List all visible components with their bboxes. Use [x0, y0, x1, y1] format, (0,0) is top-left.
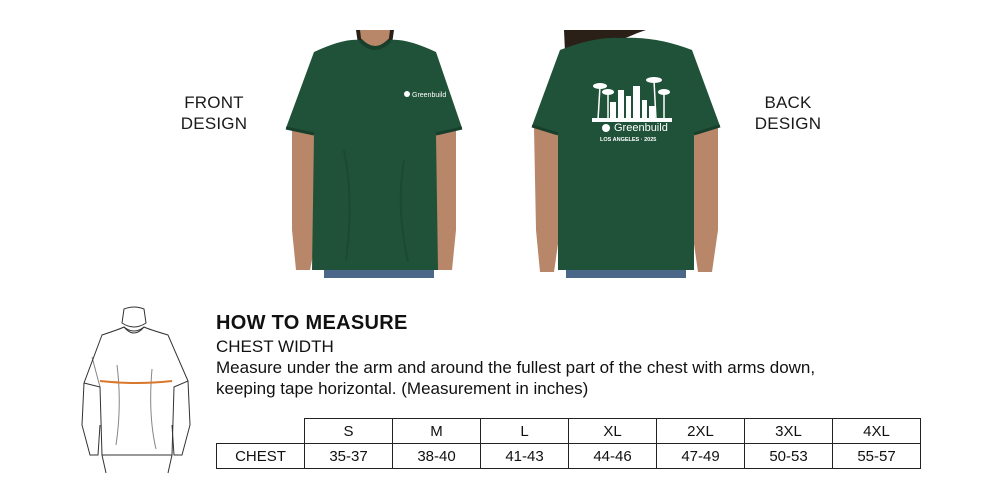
chest-value-cell: 47-49	[657, 444, 745, 469]
chest-width-subtitle: CHEST WIDTH	[216, 337, 334, 356]
back-logo-text: Greenbuild	[614, 122, 668, 134]
measure-sketch-illustration	[72, 305, 197, 475]
front-logo-text: Greenbuild	[412, 92, 447, 99]
chest-value-cell: 41-43	[481, 444, 569, 469]
size-header-cell: 2XL	[657, 419, 745, 444]
back-design-label	[742, 92, 834, 134]
size-header-cell: XL	[569, 419, 657, 444]
table-corner-cell	[217, 419, 305, 444]
size-header-cell: M	[393, 419, 481, 444]
chest-value-cell: 35-37	[305, 444, 393, 469]
front-tshirt-photo	[274, 30, 474, 278]
back-label-line2: DESIGN	[754, 114, 822, 133]
back-event-text: LOS ANGELES · 2025	[600, 137, 657, 143]
how-to-measure-section	[216, 310, 936, 399]
front-label-line1: FRONT	[184, 93, 244, 112]
size-header-cell: 4XL	[833, 419, 921, 444]
chest-row-label: CHEST	[217, 444, 305, 469]
measure-description-line1: Measure under the arm and around the fullest part of the chest with arms down,	[216, 358, 816, 377]
chest-value-cell: 44-46	[569, 444, 657, 469]
size-header-row	[217, 419, 921, 444]
front-design-label	[168, 92, 260, 134]
measure-description-line2: keeping tape horizontal. (Measurement in inches)	[216, 379, 589, 398]
back-tshirt-photo	[526, 30, 726, 278]
chest-value-cell: 50-53	[745, 444, 833, 469]
size-header-cell: 3XL	[745, 419, 833, 444]
chest-value-cell: 55-57	[833, 444, 921, 469]
chest-row	[217, 444, 921, 469]
how-to-measure-title: HOW TO MEASURE	[216, 312, 408, 334]
back-label-line1: BACK	[764, 93, 812, 112]
chest-value-cell: 38-40	[393, 444, 481, 469]
size-header-cell: S	[305, 419, 393, 444]
front-label-line2: DESIGN	[180, 114, 248, 133]
size-chart-table	[216, 418, 921, 469]
size-header-cell: L	[481, 419, 569, 444]
